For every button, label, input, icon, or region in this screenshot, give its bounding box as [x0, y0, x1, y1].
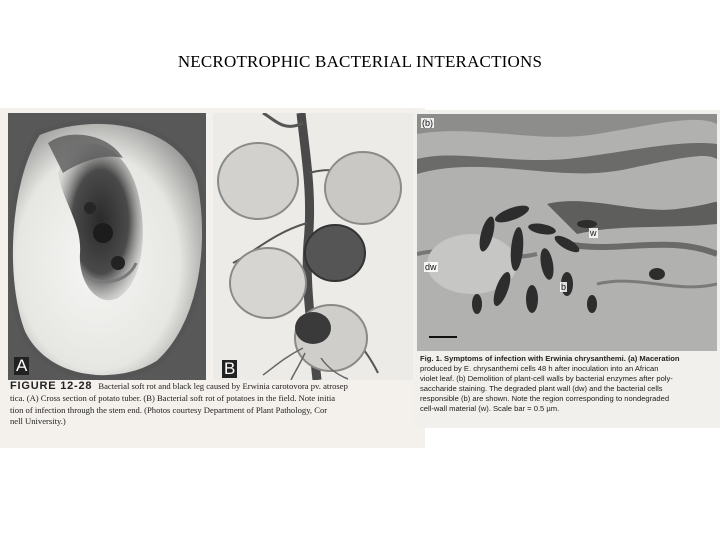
caption-line: Fig. 1. Symptoms of infection with Erwinia chrysanthemi. (a) Maceration	[420, 354, 680, 363]
caption-line: cell-wall material (w). Scale bar = 0.5 µm.	[420, 403, 560, 413]
panel-a-label: A	[16, 356, 28, 375]
panel-b-label: B	[224, 359, 236, 378]
fig-1-scan	[414, 110, 720, 428]
figure-12-28-caption	[10, 381, 415, 428]
caption-line: Bacterial soft rot and black leg caused by Erwinia carotovora pv. atrosep	[98, 381, 348, 391]
caption-line: nell University.)	[10, 416, 66, 427]
caption-line: tica. (A) Cross section of potato tuber. (B) Bacterial soft rot of potatoes in the field. Note initia	[10, 392, 336, 403]
figure-12-28-label: FIGURE 12-28	[10, 380, 93, 392]
potatoes-on-stem-photo	[213, 113, 413, 380]
panel-b-marker: (b)	[422, 118, 433, 128]
fig-1-caption	[420, 354, 716, 413]
slide-title: NECROTROPHIC BACTERIAL INTERACTIONS	[177, 52, 543, 71]
bacteria-label: b	[561, 282, 567, 292]
degraded-wall-label: dw	[425, 262, 437, 272]
electron-micrograph	[417, 114, 717, 351]
potato-cross-section-photo	[8, 113, 206, 380]
cell-wall-label: w	[590, 228, 597, 238]
caption-line: violet leaf. (b) Demolition of plant-cell walls by bacterial enzymes after poly-	[420, 373, 673, 383]
caption-line: tion of infection through the stem end. (Photos courtesy Department of Plant Pathology, Cor	[10, 404, 328, 415]
figure-12-28-scan	[0, 108, 425, 448]
caption-line: saccharide staining. The degraded plant wall (dw) and the bacterial cells	[420, 383, 663, 393]
caption-line: produced by E. chrysanthemi cells 48 h after inoculation into an African	[420, 363, 659, 373]
caption-line: responsible (b) are shown. Note the region corresponding to nondegraded	[420, 393, 670, 403]
